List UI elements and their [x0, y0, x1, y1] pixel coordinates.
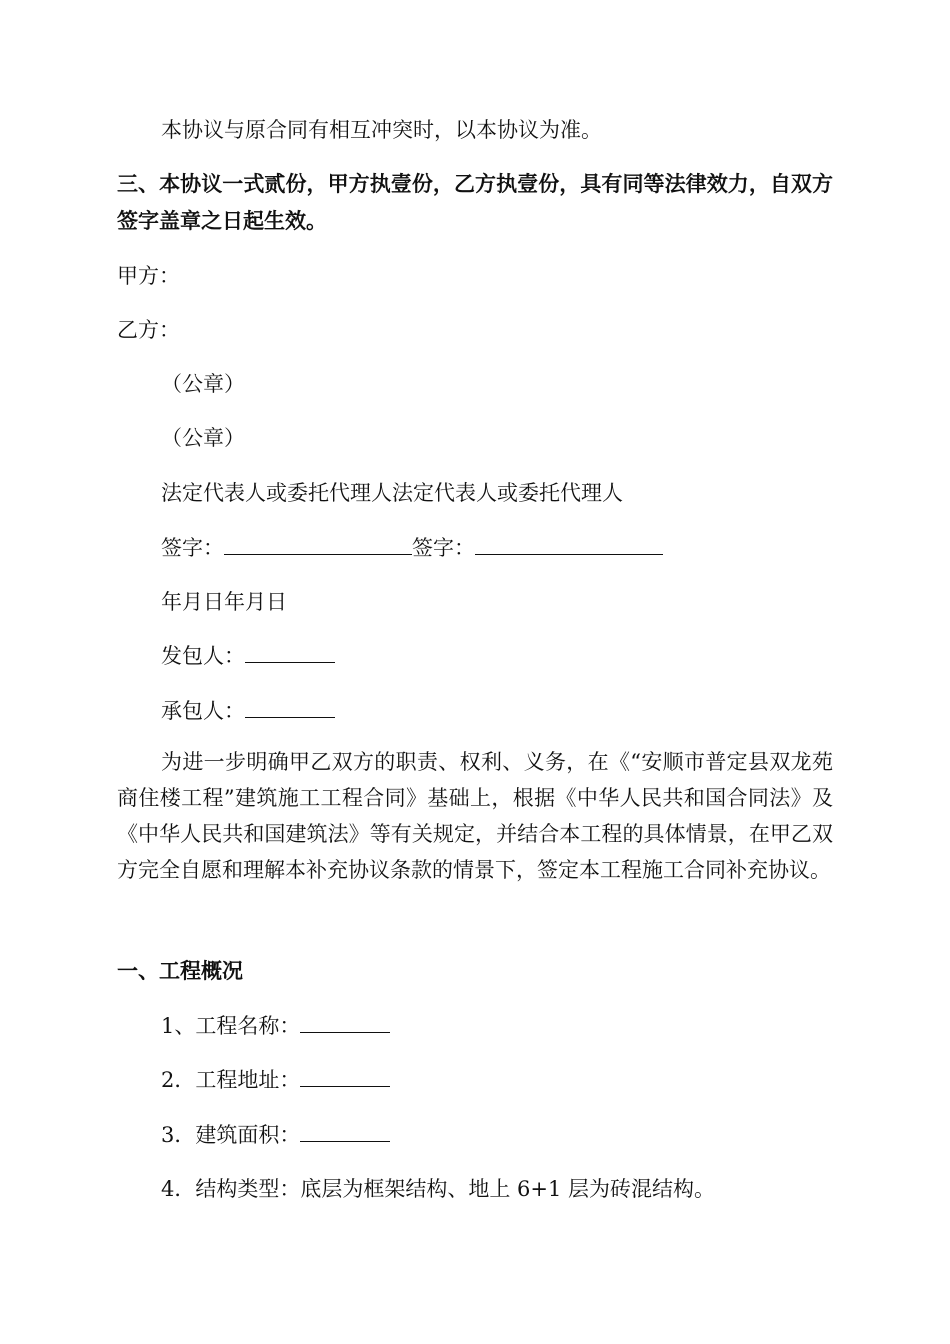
- party-a-label: 甲方：: [117, 264, 180, 288]
- item-3-label: 3．建筑面积：: [161, 1123, 301, 1147]
- item-4-line: 4．结构类型：底层为框架结构、地上 6+1 层为砖混结构。: [161, 1177, 716, 1201]
- section-one-title: 一、工程概况: [117, 959, 243, 983]
- contractor-label: 承包人：: [161, 699, 245, 723]
- sign-label-1: 签字：: [161, 536, 224, 560]
- item-1-blank: [300, 1014, 390, 1033]
- item-2-line: [161, 1066, 832, 1094]
- signature-line: [161, 534, 832, 562]
- item-2-label: 2．工程地址：: [161, 1068, 301, 1092]
- item-1-line: [161, 1012, 832, 1040]
- conflict-clause: 本协议与原合同有相互冲突时，以本协议为准。: [161, 118, 602, 142]
- employer-blank: [245, 644, 335, 663]
- date-line: 年月日年月日: [161, 590, 287, 614]
- representatives-line: 法定代表人或委托代理人法定代表人或委托代理人: [161, 481, 623, 505]
- seal-label-1: （公章）: [161, 372, 245, 396]
- signature-blank-2: [475, 536, 663, 555]
- contractor-line: [161, 697, 832, 725]
- intro-paragraph: 为进一步明确甲乙双方的职责、权利、义务，在《“安顺市普定县双龙苑商住楼工程”建筑施工工程合同》基础上，根据《中华人民共和国合同法》及《中华人民共和国建筑法》等有关规定，并结合本工程的具体情景，在甲乙双方完全自愿和理解本补充协议条款的情景下，签定本工程施工合同补充协议。: [117, 750, 833, 882]
- item-3-line: [161, 1121, 832, 1149]
- employer-label: 发包人：: [161, 644, 245, 668]
- employer-line: [161, 642, 832, 670]
- item-2-blank: [300, 1068, 390, 1087]
- party-b-label: 乙方：: [117, 318, 180, 342]
- sign-label-2: 签字：: [412, 536, 475, 560]
- contractor-blank: [245, 699, 335, 718]
- item-1-label: 1、工程名称：: [161, 1014, 301, 1038]
- signature-blank-1: [224, 536, 412, 555]
- item-3-blank: [300, 1123, 390, 1142]
- clause-three: 三、本协议一式贰份，甲方执壹份，乙方执壹份，具有同等法律效力，自双方签字盖章之日起生效。: [117, 172, 833, 233]
- seal-label-2: （公章）: [161, 426, 245, 450]
